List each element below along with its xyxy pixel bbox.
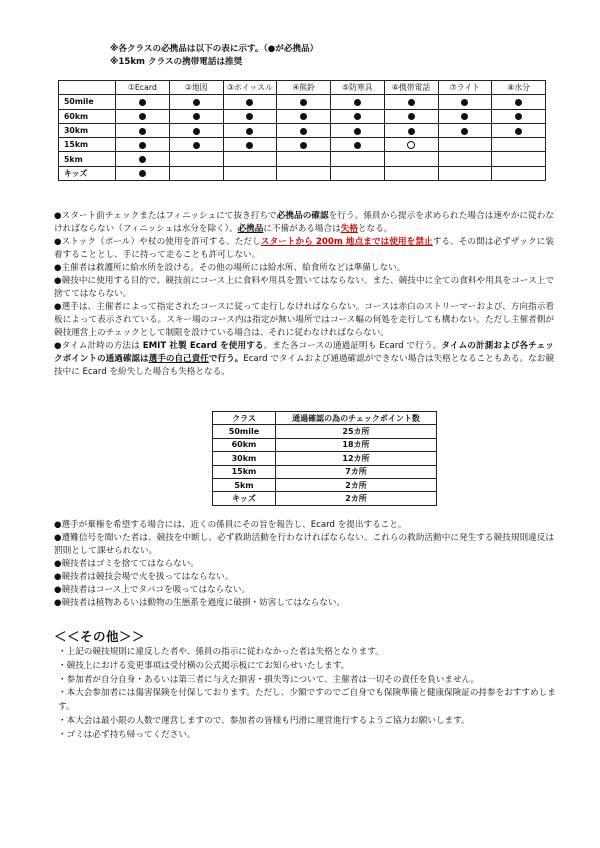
checkpoint-row xyxy=(213,478,437,491)
phone-recommend-note: ※15km クラスの携帯電話は推奨 xyxy=(110,57,243,67)
checkpoint-class: 5km xyxy=(213,478,276,491)
checkpoint-count: 2カ所 xyxy=(276,492,437,505)
rule-fire: ●競技者は競技会場で火を扱ってはならない。 xyxy=(54,572,234,582)
equipment-cell xyxy=(169,109,223,123)
checkpoint-row xyxy=(213,492,437,505)
equipment-row xyxy=(59,95,546,109)
equipment-col-header: ②地図 xyxy=(169,81,223,95)
equipment-cell xyxy=(438,166,492,180)
equipment-cell xyxy=(438,123,492,137)
equipment-cell xyxy=(331,123,385,137)
other-item: ・参加者が自分自身・あるいは第三者に与えた損害・損失等について、主催者は一切その責任を負いません。 xyxy=(58,674,480,685)
required-dot-icon xyxy=(246,99,253,106)
equipment-cell xyxy=(223,123,277,137)
equipment-cell xyxy=(116,152,170,166)
required-dot-icon xyxy=(300,113,307,120)
checkpoint-count: 18カ所 xyxy=(276,438,437,451)
other-item: ・競技上における変更事項は受付横の公式掲示板にてお知らせいたします。 xyxy=(58,660,350,671)
equipment-cell xyxy=(492,138,546,152)
required-dot-icon xyxy=(139,170,146,177)
checkpoint-class: キッズ xyxy=(213,492,276,505)
checkpoint-class: 50mile xyxy=(213,425,276,438)
equipment-cell xyxy=(384,123,438,137)
required-dot-icon xyxy=(246,128,253,135)
equipment-cell xyxy=(169,152,223,166)
equipment-cell xyxy=(438,109,492,123)
rule-equipment-check: ●スタート前チェックまたはフィニッシュにて抜き打ちで必携品の確認を行う。係員から提示を求められた場合は速やかに従わなければならない（フィニッシュは水分を除く）。必携品に不備がある場合は失格となる。 xyxy=(54,211,554,234)
equipment-row xyxy=(59,109,546,123)
equipment-cell xyxy=(384,166,438,180)
rule-aid-station: ●主催者は救護所に給水所を設ける。その他の場所には給水所、給食所などは準備しない。 xyxy=(54,263,406,273)
equipment-row xyxy=(59,152,546,166)
equipment-class-label: 50mile xyxy=(59,95,116,109)
checkpoint-col-header: クラス xyxy=(213,412,276,425)
recommended-circle-icon xyxy=(407,141,415,149)
rules2-block xyxy=(54,519,554,610)
required-dot-icon xyxy=(408,128,415,135)
checkpoint-class: 15km xyxy=(213,465,276,478)
equipment-cell xyxy=(116,138,170,152)
equipment-cell xyxy=(492,152,546,166)
equipment-col-header: ③ホイッスル xyxy=(223,81,277,95)
equipment-cell xyxy=(223,152,277,166)
equipment-cell xyxy=(223,166,277,180)
required-dot-icon xyxy=(354,142,361,149)
equipment-cell xyxy=(223,138,277,152)
equipment-cell xyxy=(116,109,170,123)
checkpoint-count: 2カ所 xyxy=(276,478,437,491)
required-dot-icon xyxy=(515,99,522,106)
equipment-col-header: ①Ecard xyxy=(116,81,170,95)
equipment-class-label: 15km xyxy=(59,138,116,152)
equipment-cell xyxy=(277,152,331,166)
equipment-cell xyxy=(438,152,492,166)
required-items-note: ※各クラスの必携品は以下の表に示す。（●が必携品） xyxy=(110,44,319,54)
required-dot-icon xyxy=(139,142,146,149)
equipment-cell xyxy=(384,109,438,123)
rule-timing: ●タイム計時の方法は EMIT 社製 Ecard を使用する。また各コースの通過証明も Ecard で行う。タイムの計測および各チェックポイントの通過確認は選手の自己責任で行う。Ecard でタイムおよび通過確認ができない場合は失格となることもある。なお競技中に Ecard を紛失した場合も失格となる。 xyxy=(54,341,554,377)
required-dot-icon xyxy=(193,99,200,106)
required-dot-icon xyxy=(139,156,146,163)
equipment-cell xyxy=(492,123,546,137)
equipment-cell xyxy=(331,95,385,109)
equipment-cell xyxy=(169,95,223,109)
required-dot-icon xyxy=(354,113,361,120)
equipment-corner-cell xyxy=(59,81,116,95)
equipment-table-header xyxy=(59,81,546,95)
checkpoint-count: 12カ所 xyxy=(276,452,437,465)
required-dot-icon xyxy=(246,113,253,120)
required-dot-icon xyxy=(193,113,200,120)
checkpoint-col-header: 通過確認の為のチェックポイント数 xyxy=(276,412,437,425)
required-dot-icon xyxy=(193,128,200,135)
checkpoint-count: 7カ所 xyxy=(276,465,437,478)
equipment-class-label: キッズ xyxy=(59,166,116,180)
required-dot-icon xyxy=(461,128,468,135)
equipment-cell xyxy=(277,166,331,180)
checkpoint-row xyxy=(213,465,437,478)
required-dot-icon xyxy=(246,142,253,149)
equipment-cell xyxy=(438,95,492,109)
checkpoint-row xyxy=(213,438,437,451)
equipment-row xyxy=(59,123,546,137)
required-dot-icon xyxy=(139,99,146,106)
rule-food-gear: ●競技中に使用する目的で、競技前にコース上に食料や用具を置いてはならない。また、競技中に全ての食料や用具をコース上で捨ててはならない。 xyxy=(54,276,554,299)
equipment-row xyxy=(59,166,546,180)
required-dot-icon xyxy=(300,99,307,106)
rule-litter: ●競技者はゴミを捨ててはならない。 xyxy=(54,559,199,569)
equipment-col-header: ⑧水分 xyxy=(492,81,546,95)
equipment-cell xyxy=(384,138,438,152)
rule-retire: ●選手が棄権を希望する場合には、近くの係員にその旨を報告し、Ecard を提出すること。 xyxy=(54,520,407,530)
equipment-row xyxy=(59,138,546,152)
equipment-col-header: ⑥携帯電話 xyxy=(384,81,438,95)
checkpoint-row xyxy=(213,425,437,438)
rule-course: ●選手は、主催者によって指定されたコースに従って走行しなければならない。コースは赤白のストリーマーおよび、方向指示看板によって表示されている。スキー場のコース内は指定が無い場所ではコース幅の何処を走行しても構わない。ただし主催者側が競技運営上のチェックとして制限を設けている場合は、それに従わなければならない。 xyxy=(54,302,554,338)
checkpoint-class: 60km xyxy=(213,438,276,451)
equipment-col-header: ⑤防寒具 xyxy=(331,81,385,95)
equipment-cell xyxy=(169,123,223,137)
rule-rescue: ●遭難信号を聞いた者は、競技を中断し、必ず救助活動を行わなければならない。これらの救助活動中に発生する競技規則違反は罰則として課せられない。 xyxy=(54,533,554,556)
other-list xyxy=(58,646,558,743)
equipment-cell xyxy=(223,95,277,109)
equipment-cell xyxy=(384,95,438,109)
equipment-col-header: ⑦ライト xyxy=(438,81,492,95)
equipment-cell xyxy=(492,109,546,123)
required-dot-icon xyxy=(193,142,200,149)
equipment-cell xyxy=(331,166,385,180)
required-dot-icon xyxy=(408,99,415,106)
equipment-cell xyxy=(492,166,546,180)
equipment-cell xyxy=(277,95,331,109)
equipment-cell xyxy=(492,95,546,109)
equipment-table xyxy=(58,80,546,181)
equipment-cell xyxy=(384,152,438,166)
equipment-cell xyxy=(169,138,223,152)
rule-stock-usage: ●ストック（ポール）や杖の使用を許可する。ただしスタートから 200m 地点までは使用を禁止する。その間は必ずザックに装着することとし、手に持って走ることも許可しない。 xyxy=(54,237,554,260)
other-item: ・本大会は最小限の人数で運営しますので、参加者の皆様も円滑に運営進行するようご協力お願いします。 xyxy=(58,715,470,726)
equipment-class-label: 5km xyxy=(59,152,116,166)
equipment-col-header: ④熊鈴 xyxy=(277,81,331,95)
required-dot-icon xyxy=(354,128,361,135)
other-item: ・本大会参加者には傷害保険を付保しております。ただし、少額ですのでご自身でも保険準備と健康保険証の持参をおすすめします。 xyxy=(58,688,556,713)
checkpoint-table-header xyxy=(213,412,437,425)
checkpoint-table xyxy=(212,411,437,506)
checkpoint-class: 30km xyxy=(213,452,276,465)
equipment-cell xyxy=(331,109,385,123)
required-dot-icon xyxy=(461,99,468,106)
equipment-cell xyxy=(116,123,170,137)
rule-ecosystem: ●競技者は植物あるいは動物の生態系を過度に破損・妨害してはならない。 xyxy=(54,598,346,608)
equipment-cell xyxy=(223,109,277,123)
required-dot-icon xyxy=(515,113,522,120)
equipment-cell xyxy=(116,95,170,109)
equipment-cell xyxy=(331,138,385,152)
equipment-cell xyxy=(331,152,385,166)
rules-block xyxy=(54,210,554,379)
equipment-cell xyxy=(277,109,331,123)
other-item: ・ゴミは必ず持ち帰ってください。 xyxy=(58,729,196,740)
equipment-cell xyxy=(277,123,331,137)
other-heading: ＜＜その他＞＞ xyxy=(54,629,146,644)
required-dot-icon xyxy=(139,113,146,120)
checkpoint-count: 25カ所 xyxy=(276,425,437,438)
required-dot-icon xyxy=(515,128,522,135)
equipment-class-label: 60km xyxy=(59,109,116,123)
required-dot-icon xyxy=(139,128,146,135)
required-dot-icon xyxy=(354,99,361,106)
equipment-class-label: 30km xyxy=(59,123,116,137)
required-dot-icon xyxy=(300,142,307,149)
required-dot-icon xyxy=(408,113,415,120)
equipment-cell xyxy=(169,166,223,180)
equipment-cell xyxy=(277,138,331,152)
rule-smoking: ●競技者はコース上でタバコを吸ってはならない。 xyxy=(54,585,251,595)
equipment-cell xyxy=(116,166,170,180)
required-dot-icon xyxy=(300,128,307,135)
required-dot-icon xyxy=(461,113,468,120)
other-item: ・上記の競技規則に違反した者や、係員の指示に従わなかった者は失格となります。 xyxy=(58,647,384,657)
equipment-cell xyxy=(438,138,492,152)
checkpoint-row xyxy=(213,452,437,465)
